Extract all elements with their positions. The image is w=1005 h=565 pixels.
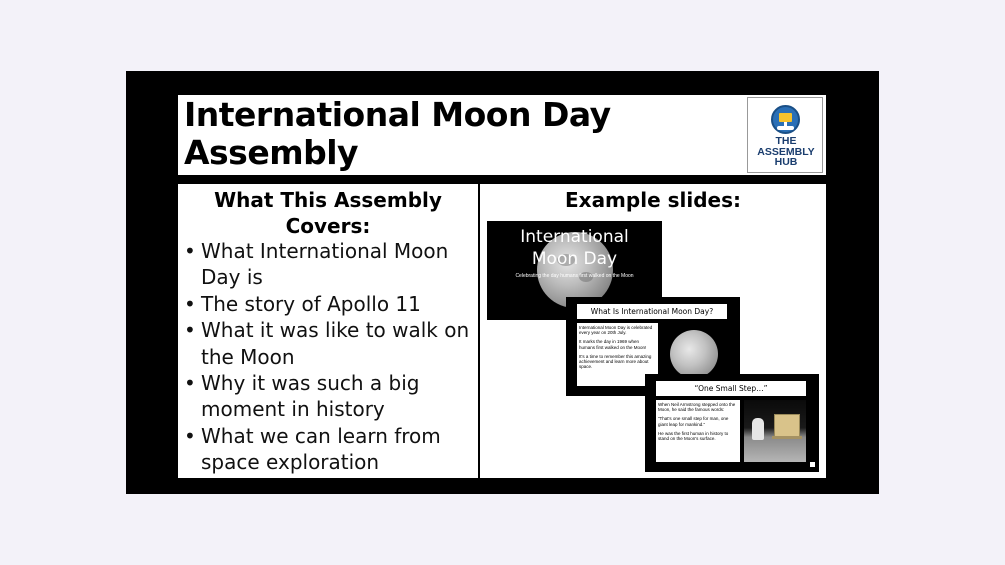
list-item: • What we can learn from space exploration (184, 423, 476, 476)
covers-list (184, 238, 476, 476)
example-slide-paragraph: It's a time to remember this amazing achievement and learn more about space. (579, 353, 652, 370)
moon-landing-photo (744, 400, 806, 462)
example-slide-body (656, 400, 740, 462)
list-item: • What International Moon Day is (184, 238, 476, 291)
logo-text: THE ASSEMBLY HUB (757, 135, 815, 168)
example-slide-paragraph: “That's one small step for man, one giant leap for mankind.” (658, 416, 729, 427)
title-panel (178, 95, 826, 175)
examples-panel (480, 184, 826, 478)
list-item: • Why it was such a big moment in history (184, 370, 476, 423)
example-slide-subtitle: Celebrating the day humans first walked on the Moon (515, 273, 634, 279)
examples-heading: Example slides: (565, 188, 741, 212)
example-slide-paragraph: He was the first human in history to stand on the Moon's surface. (658, 430, 729, 442)
list-item: • What it was like to walk on the Moon (184, 317, 476, 370)
example-slide-heading: What Is International Moon Day? (577, 304, 727, 319)
example-slide-paragraph: International Moon Day is celebrated every year on 20th July. (579, 325, 653, 336)
page-title: International Moon Day Assembly (184, 95, 611, 172)
assembly-hub-logo (747, 97, 823, 173)
logo-audience-icon (777, 126, 794, 130)
example-slide-paragraph: It marks the day in 1969 when humans first walked on the Moon! (579, 339, 647, 350)
example-slide-heading: “One Small Step…” (656, 381, 806, 396)
lunar-lander-icon (774, 414, 800, 438)
example-slide-paragraph: When Neil Armstrong stepped onto the Moon, he said the famous words: (658, 402, 736, 413)
lander-legs (772, 436, 802, 439)
example-slide-title-text: International Moon Day (520, 227, 629, 269)
example-slide-small-step (645, 374, 819, 472)
list-item: • The story of Apollo 11 (184, 291, 476, 317)
logo-emblem-icon (771, 105, 800, 134)
astronaut-icon (752, 418, 764, 440)
logo-screen-icon (779, 113, 792, 122)
covers-heading: What This Assembly Covers: (214, 188, 442, 238)
slide-corner-mark (810, 462, 815, 467)
covers-panel (178, 184, 478, 478)
moon-image (670, 330, 718, 378)
